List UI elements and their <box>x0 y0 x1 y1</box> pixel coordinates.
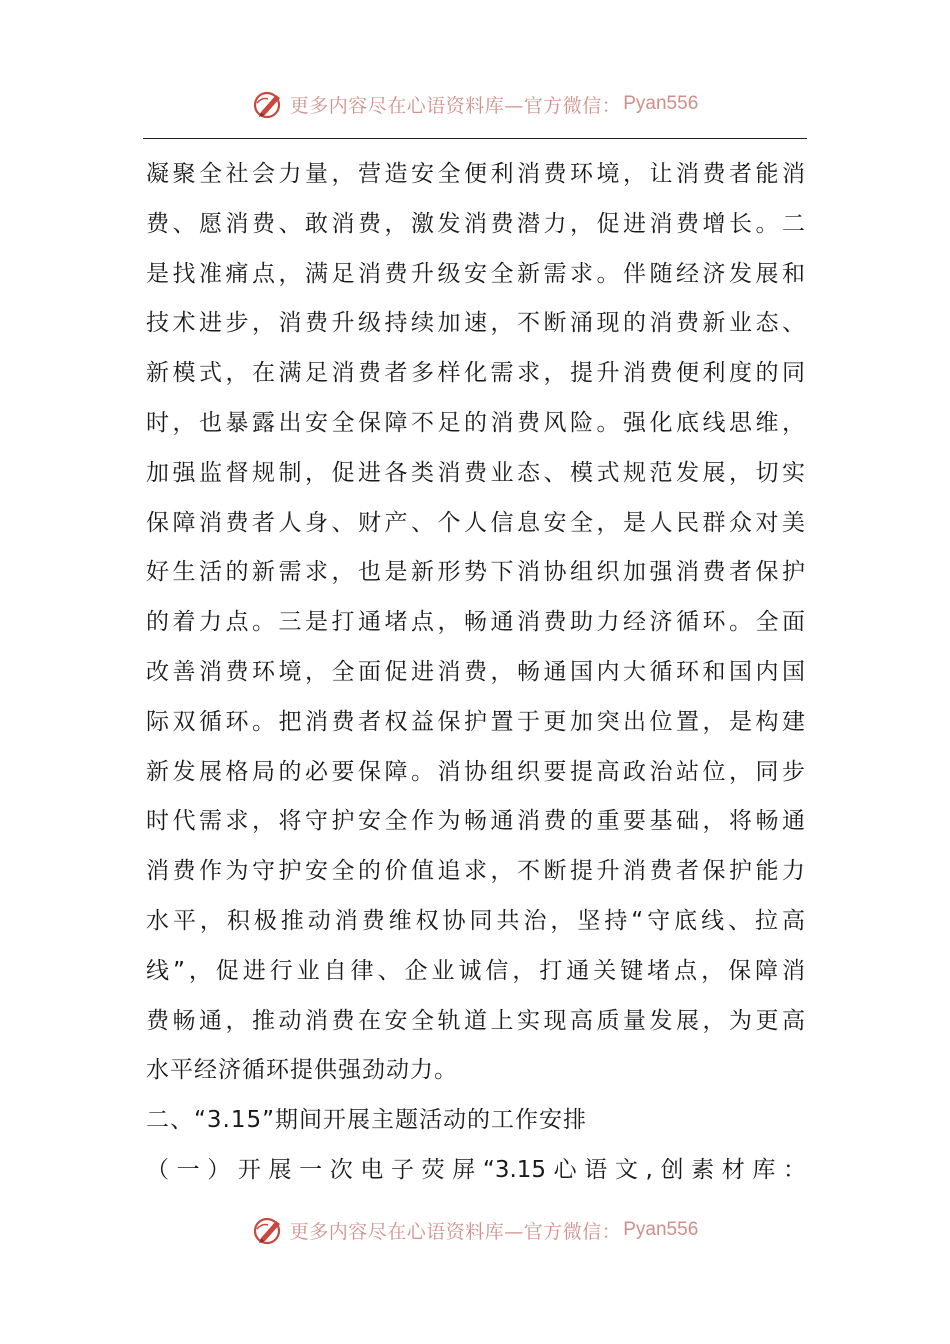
body-line: 水平经济循环提供强劲动力。 <box>146 1057 458 1084</box>
body-line: 费、愿消费、敢消费，激发消费潜力，促进消费增长。二 <box>146 210 806 237</box>
body-line: 时代需求，将守护安全作为畅通消费的重要基础，将畅通 <box>146 808 806 835</box>
banner-wechat-id: Pyan556 <box>623 1219 699 1240</box>
banner-text: 更多内容尽在心语资料库—官方微信： <box>289 1220 622 1243</box>
body-line: 技术进步，消费升级持续加速，不断涌现的消费新业态、 <box>146 310 806 337</box>
body-line: 好生活的新需求，也是新形势下消协组织加强消费者保护 <box>146 559 806 586</box>
body-line: 改善消费环境，全面促进消费，畅通国内大循环和国内国 <box>146 658 806 685</box>
body-line: 是找准痛点，满足消费升级安全新需求。伴随经济发展和 <box>146 260 806 287</box>
banner-wechat-id: Pyan556 <box>623 93 699 114</box>
footer-banner <box>0 1210 950 1250</box>
body-line: 新发展格局的必要保障。消协组织要提高政治站位，同步 <box>146 758 806 785</box>
subsection-heading: （一）开展一次电子荧屏“3.15心语文,创素材库： <box>146 1156 806 1183</box>
body-line: 线”，促进行业自律、企业诚信，打通关键堵点，保障消 <box>146 957 806 984</box>
body-line: 际双循环。把消费者权益保护置于更加突出位置，是构建 <box>146 708 806 735</box>
banner-text: 更多内容尽在心语资料库—官方微信： <box>289 94 622 117</box>
body-line: 新模式，在满足消费者多样化需求，提升消费便利度的同 <box>146 360 806 387</box>
section-heading: 二、“3.15”期间开展主题活动的工作安排 <box>146 1107 588 1134</box>
header-rule <box>143 138 807 139</box>
body-line: 加强监督规制，促进各类消费业态、模式规范发展，切实 <box>146 459 806 486</box>
body-line: 凝聚全社会力量，营造安全便利消费环境，让消费者能消 <box>146 161 806 187</box>
document-body <box>146 150 806 1196</box>
header-banner <box>0 84 950 124</box>
pen-logo-icon <box>252 87 286 121</box>
body-line: 保障消费者人身、财产、个人信息安全，是人民群众对美 <box>146 509 806 536</box>
body-line: 消费作为守护安全的价值追求，不断提升消费者保护能力 <box>146 858 806 885</box>
body-line: 水平，积极推动消费维权协同共治，坚持“守底线、拉高 <box>146 907 806 934</box>
body-line: 时，也暴露出安全保障不足的消费风险。强化底线思维， <box>146 409 806 436</box>
body-line: 的着力点。三是打通堵点，畅通消费助力经济循环。全面 <box>146 609 806 636</box>
body-line: 费畅通，推动消费在安全轨道上实现高质量发展，为更高 <box>146 1007 806 1034</box>
pen-logo-icon <box>252 1213 286 1247</box>
